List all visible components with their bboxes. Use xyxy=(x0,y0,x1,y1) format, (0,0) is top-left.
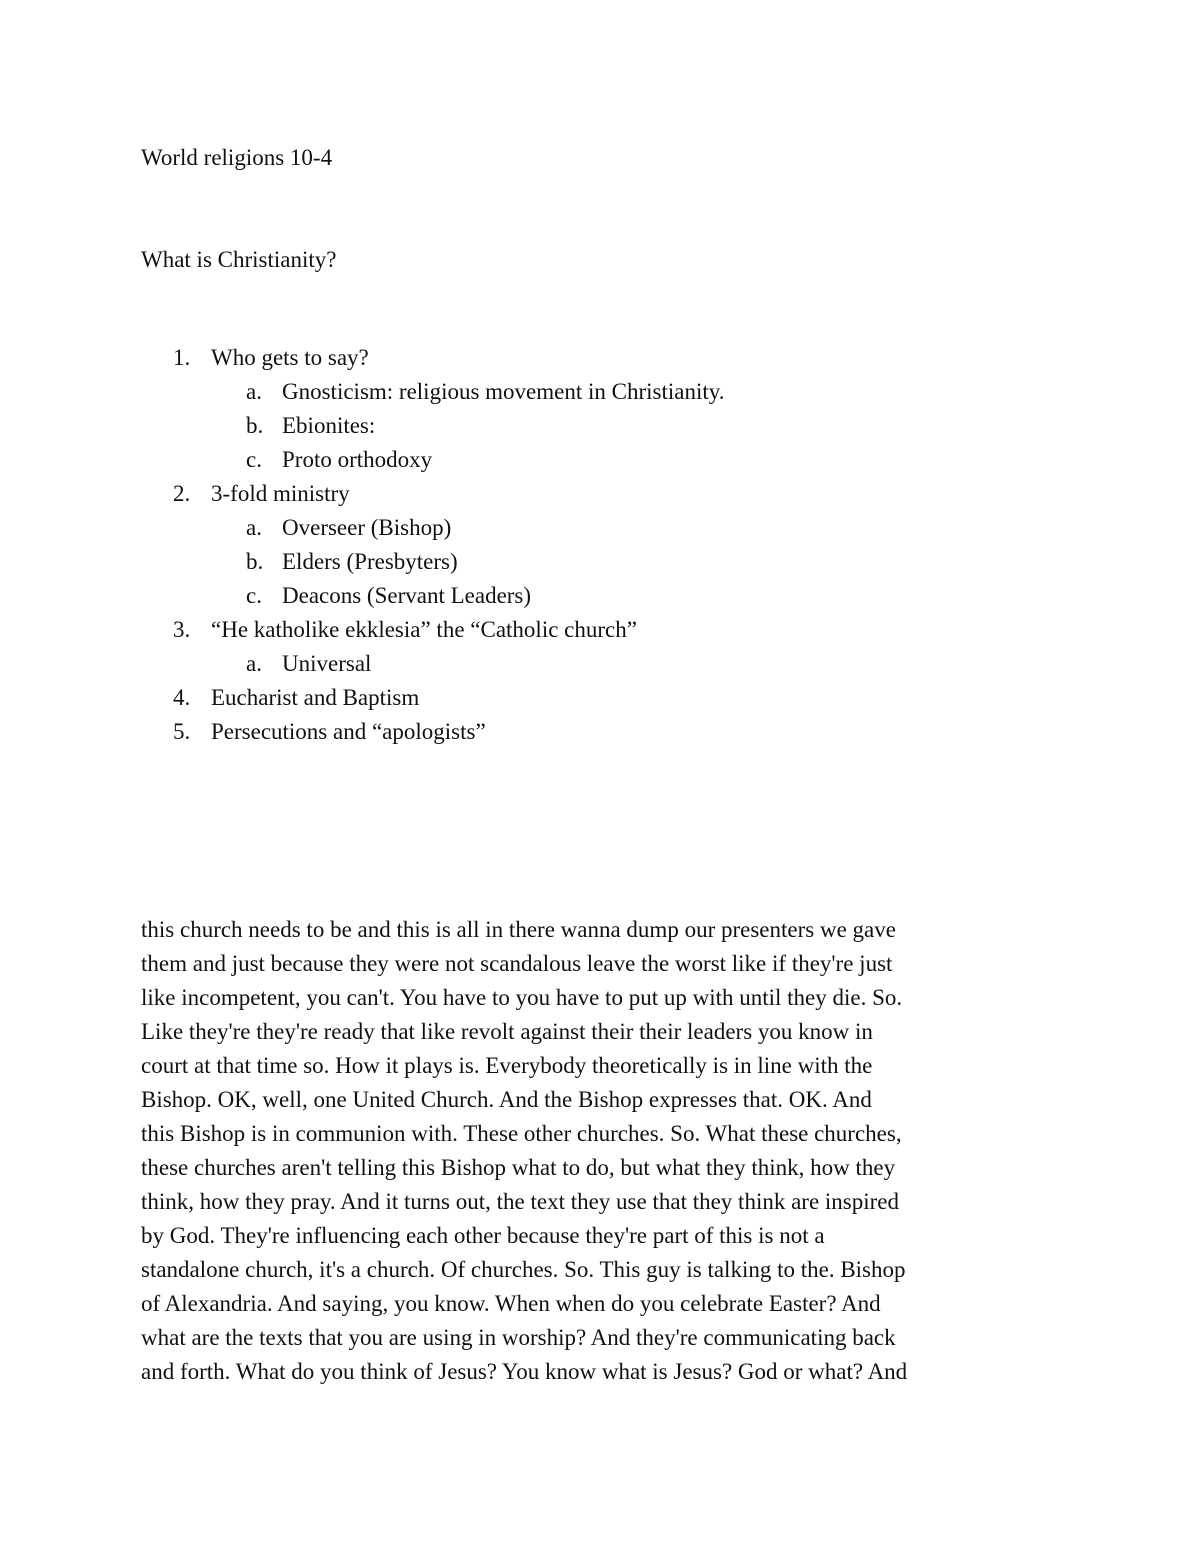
outline-item xyxy=(0,715,1200,749)
outline-sub-text: Universal xyxy=(282,651,372,676)
outline-item xyxy=(0,681,1200,715)
outline-number: 1. xyxy=(173,345,191,370)
page-title: World religions 10-4 xyxy=(141,145,333,170)
outline-number: 2. xyxy=(173,481,191,506)
outline-subitem xyxy=(0,511,1200,545)
section-heading: What is Christianity? xyxy=(141,247,337,272)
transcript-line: what are the texts that you are using in worship? And they're communicating back xyxy=(141,1325,896,1350)
outline-subitem xyxy=(0,647,1200,681)
outline-sub-text: Gnosticism: religious movement in Christianity. xyxy=(282,379,725,404)
outline-text: 3-fold ministry xyxy=(211,481,350,506)
outline-number: 3. xyxy=(173,617,191,642)
outline-text: Who gets to say? xyxy=(211,345,369,370)
outline-subitem xyxy=(0,409,1200,443)
transcript-paragraph xyxy=(141,913,1059,1389)
outline-subitem xyxy=(0,545,1200,579)
outline-sub-text: Ebionites: xyxy=(282,413,376,438)
outline-sub-text: Overseer (Bishop) xyxy=(282,515,452,540)
outline-item xyxy=(0,477,1200,511)
outline-item xyxy=(0,613,1200,647)
outline-sub-letter: a. xyxy=(246,379,262,404)
outline-text: “He katholike ekklesia” the “Catholic church” xyxy=(211,617,637,642)
outline-sub-text: Deacons (Servant Leaders) xyxy=(282,583,532,608)
outline-number: 5. xyxy=(173,719,191,744)
transcript-line: think, how they pray. And it turns out, the text they use that they think are inspired xyxy=(141,1189,900,1214)
outline-number: 4. xyxy=(173,685,191,710)
outline-sub-letter: b. xyxy=(246,549,264,574)
transcript-line: court at that time so. How it plays is. Everybody theoretically is in line with the xyxy=(141,1053,873,1078)
transcript-line: of Alexandria. And saying, you know. When when do you celebrate Easter? And xyxy=(141,1291,881,1316)
outline-subitem xyxy=(0,375,1200,409)
transcript-line: them and just because they were not scandalous leave the worst like if they're just xyxy=(141,951,893,976)
transcript-line: this church needs to be and this is all in there wanna dump our presenters we gave xyxy=(141,917,896,942)
outline-sub-letter: c. xyxy=(246,583,262,608)
outline-sub-letter: b. xyxy=(246,413,264,438)
transcript-line: Bishop. OK, well, one United Church. And the Bishop expresses that. OK. And xyxy=(141,1087,872,1112)
outline-sub-text: Elders (Presbyters) xyxy=(282,549,458,574)
outline-sub-letter: a. xyxy=(246,515,262,540)
outline-subitem xyxy=(0,579,1200,613)
outline-sub-letter: a. xyxy=(246,651,262,676)
outline-subitem xyxy=(0,443,1200,477)
outline-item xyxy=(0,341,1200,375)
outline-list xyxy=(0,341,1200,749)
outline-sub-letter: c. xyxy=(246,447,262,472)
transcript-line: standalone church, it's a church. Of churches. So. This guy is talking to the. Bishop xyxy=(141,1257,906,1282)
transcript-line: like incompetent, you can't. You have to you have to put up with until they die. So. xyxy=(141,985,903,1010)
transcript-line: and forth. What do you think of Jesus? You know what is Jesus? God or what? And xyxy=(141,1359,908,1384)
outline-sub-text: Proto orthodoxy xyxy=(282,447,433,472)
transcript-line: this Bishop is in communion with. These other churches. So. What these churches, xyxy=(141,1121,902,1146)
transcript-line: Like they're they're ready that like revolt against their their leaders you know in xyxy=(141,1019,873,1044)
outline-text: Persecutions and “apologists” xyxy=(211,719,486,744)
transcript-line: by God. They're influencing each other because they're part of this is not a xyxy=(141,1223,825,1248)
transcript-line: these churches aren't telling this Bishop what to do, but what they think, how they xyxy=(141,1155,896,1180)
outline-text: Eucharist and Baptism xyxy=(211,685,420,710)
